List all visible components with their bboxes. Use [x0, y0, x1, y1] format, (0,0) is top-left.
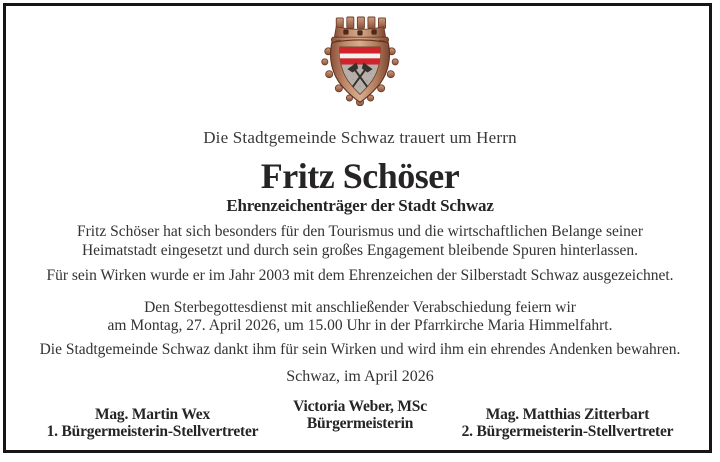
- intro-line: Die Stadtgemeinde Schwaz trauert um Herrn: [203, 128, 517, 147]
- deceased-name: Fritz Schöser: [260, 156, 460, 196]
- signature-name: Victoria Weber, MSc: [293, 398, 427, 415]
- signature-title: 1. Bürgermeisterin-Stellvertreter: [46, 423, 259, 440]
- paragraph-line: Fritz Schöser hat sich besonders für den Tourismus und die wirtschaftlichen Belange seiner: [77, 223, 643, 240]
- signature-name: Mag. Martin Wex: [94, 406, 211, 423]
- signature-title: Bürgermeisterin: [306, 415, 414, 432]
- signature-name: Mag. Matthias Zitterbart: [485, 406, 650, 423]
- paragraph-line: am Montag, 27. April 2026, um 15.00 Uhr in der Pfarrkirche Maria Himmelfahrt.: [107, 317, 613, 334]
- paragraph-line: Für sein Wirken wurde er im Jahr 2003 mit dem Ehrenzeichen der Silberstadt Schwaz ausgezeichnet.: [46, 267, 674, 284]
- paragraph-thanks: [40, 341, 681, 360]
- signature-title: 2. Bürgermeisterin-Stellvertreter: [461, 423, 674, 440]
- dateline: Schwaz, im April 2026: [286, 368, 434, 385]
- signature-deputy-2: [425, 406, 710, 440]
- paragraph-tribute: [77, 223, 643, 260]
- honorific-line: Ehrenzeichenträger der Stadt Schwaz: [226, 196, 494, 215]
- paragraph-honor: [46, 267, 673, 286]
- paragraph-line: Den Sterbegottesdienst mit anschließender Verabschiedung feiern wir: [144, 298, 576, 316]
- paragraph-line: Die Stadtgemeinde Schwaz dankt ihm für sein Wirken und wird ihm ein ehrendes Andenken bewahren.: [39, 340, 681, 358]
- paragraph-service: [108, 299, 613, 336]
- paragraph-line: Heimatstadt eingesetzt und durch sein großes Engagement bleibende Spuren hinterlassen.: [81, 241, 639, 259]
- signature-block: [0, 398, 720, 450]
- schwaz-coat-of-arms-icon: [316, 16, 404, 106]
